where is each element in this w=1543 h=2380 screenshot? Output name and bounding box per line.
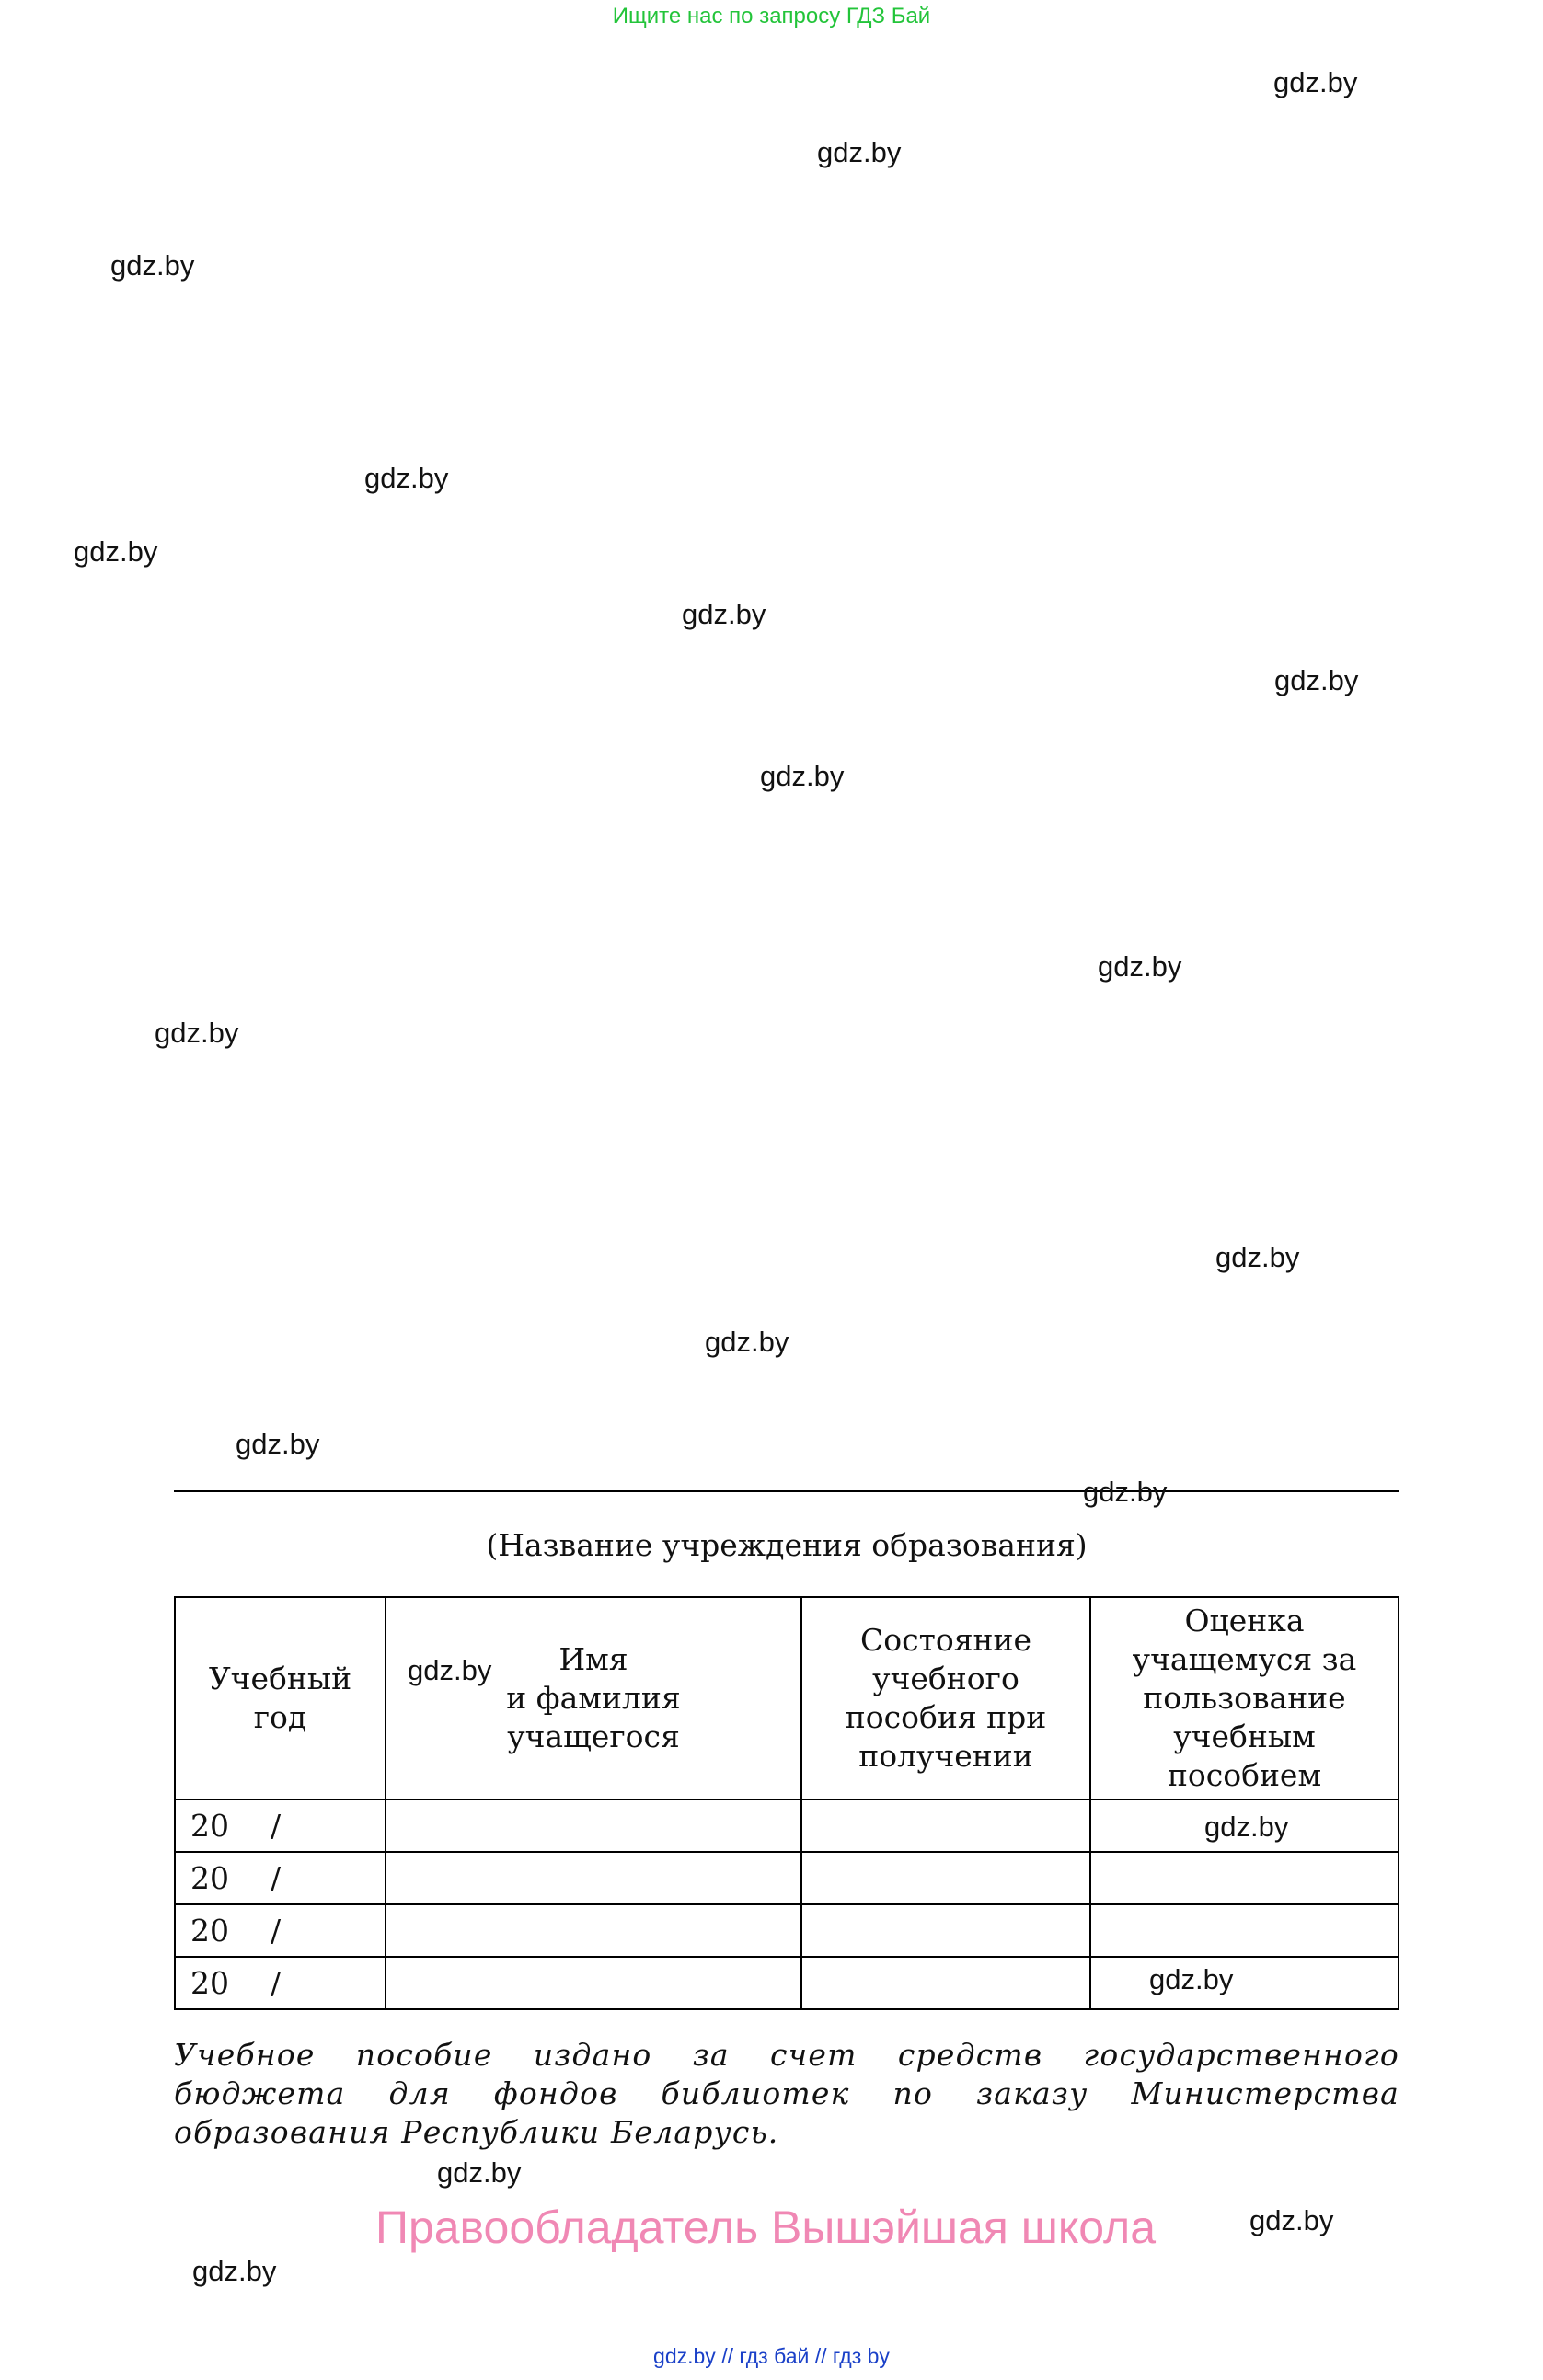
condition-cell: [801, 1904, 1090, 1957]
year-separator: /: [271, 1860, 282, 1896]
watermark: gdz.by: [74, 535, 158, 568]
student-name-cell: [386, 1904, 801, 1957]
student-name-cell: [386, 1957, 801, 2009]
student-name-cell: [386, 1852, 801, 1904]
year-prefix: 20: [190, 1965, 229, 2001]
condition-cell: [801, 1852, 1090, 1904]
year-prefix: 20: [190, 1860, 229, 1896]
table-row: [175, 1904, 1399, 1957]
watermark: gdz.by: [1204, 1811, 1289, 1843]
institution-caption: (Название учреждения образования): [486, 1527, 1088, 1563]
year-separator: /: [271, 1913, 282, 1949]
watermark: gdz.by: [437, 2156, 522, 2189]
grade-cell: [1090, 1852, 1399, 1904]
funding-note: Учебное пособие издано за счет средств государственного бюджета для фондов библиотек по заказу Министерства образования Республики Беларусь.: [174, 2037, 1399, 2150]
header-condition-on-receipt: Состояние учебного пособия при получении: [801, 1597, 1090, 1799]
year-separator: /: [271, 1965, 282, 2001]
watermark: gdz.by: [760, 760, 845, 792]
grade-cell: [1090, 1957, 1399, 2009]
condition-cell: [801, 1799, 1090, 1852]
watermark: gdz.by: [1149, 1963, 1234, 1995]
table-header-row: [175, 1597, 1399, 1799]
year-cell: [175, 1852, 386, 1904]
header-academic-year: Учебный год: [175, 1597, 386, 1799]
year-prefix: 20: [190, 1913, 229, 1949]
year-prefix: 20: [190, 1808, 229, 1844]
watermark: gdz.by: [364, 462, 449, 494]
watermark: gdz.by: [408, 1654, 492, 1686]
year-cell: [175, 1799, 386, 1852]
grade-cell: [1090, 1904, 1399, 1957]
header-student-name: Имя и фамилия учащегося: [386, 1597, 801, 1799]
top-banner[interactable]: Ищите нас по запросу ГДЗ Бай: [612, 4, 931, 29]
header-student-grade: Оценка учащемуся за пользование учебным пособием: [1090, 1597, 1399, 1799]
textbook-usage-table: [174, 1596, 1399, 2010]
year-cell: [175, 1904, 386, 1957]
watermark: gdz.by: [1098, 950, 1182, 983]
watermark: gdz.by: [192, 2255, 277, 2287]
student-name-cell: [386, 1799, 801, 1852]
watermark: gdz.by: [1274, 664, 1359, 696]
watermark: gdz.by: [705, 1326, 789, 1358]
watermark: gdz.by: [110, 249, 195, 282]
year-separator: /: [271, 1808, 282, 1844]
watermark: gdz.by: [1215, 1241, 1300, 1273]
watermark: gdz.by: [817, 136, 902, 168]
watermark: gdz.by: [236, 1428, 320, 1460]
year-cell: [175, 1957, 386, 2009]
footer-links[interactable]: gdz.by // гдз бай // гдз by: [653, 2344, 890, 2368]
condition-cell: [801, 1957, 1090, 2009]
watermark: gdz.by: [1249, 2204, 1334, 2236]
table-row: [175, 1852, 1399, 1904]
watermark: gdz.by: [682, 598, 766, 630]
watermark: gdz.by: [1273, 66, 1358, 98]
watermark: gdz.by: [155, 1017, 239, 1049]
institution-line: [174, 1490, 1399, 1492]
copyright-holder: Правообладатель Вышэйшая школа: [375, 2202, 1156, 2253]
watermark: gdz.by: [1083, 1476, 1168, 1508]
